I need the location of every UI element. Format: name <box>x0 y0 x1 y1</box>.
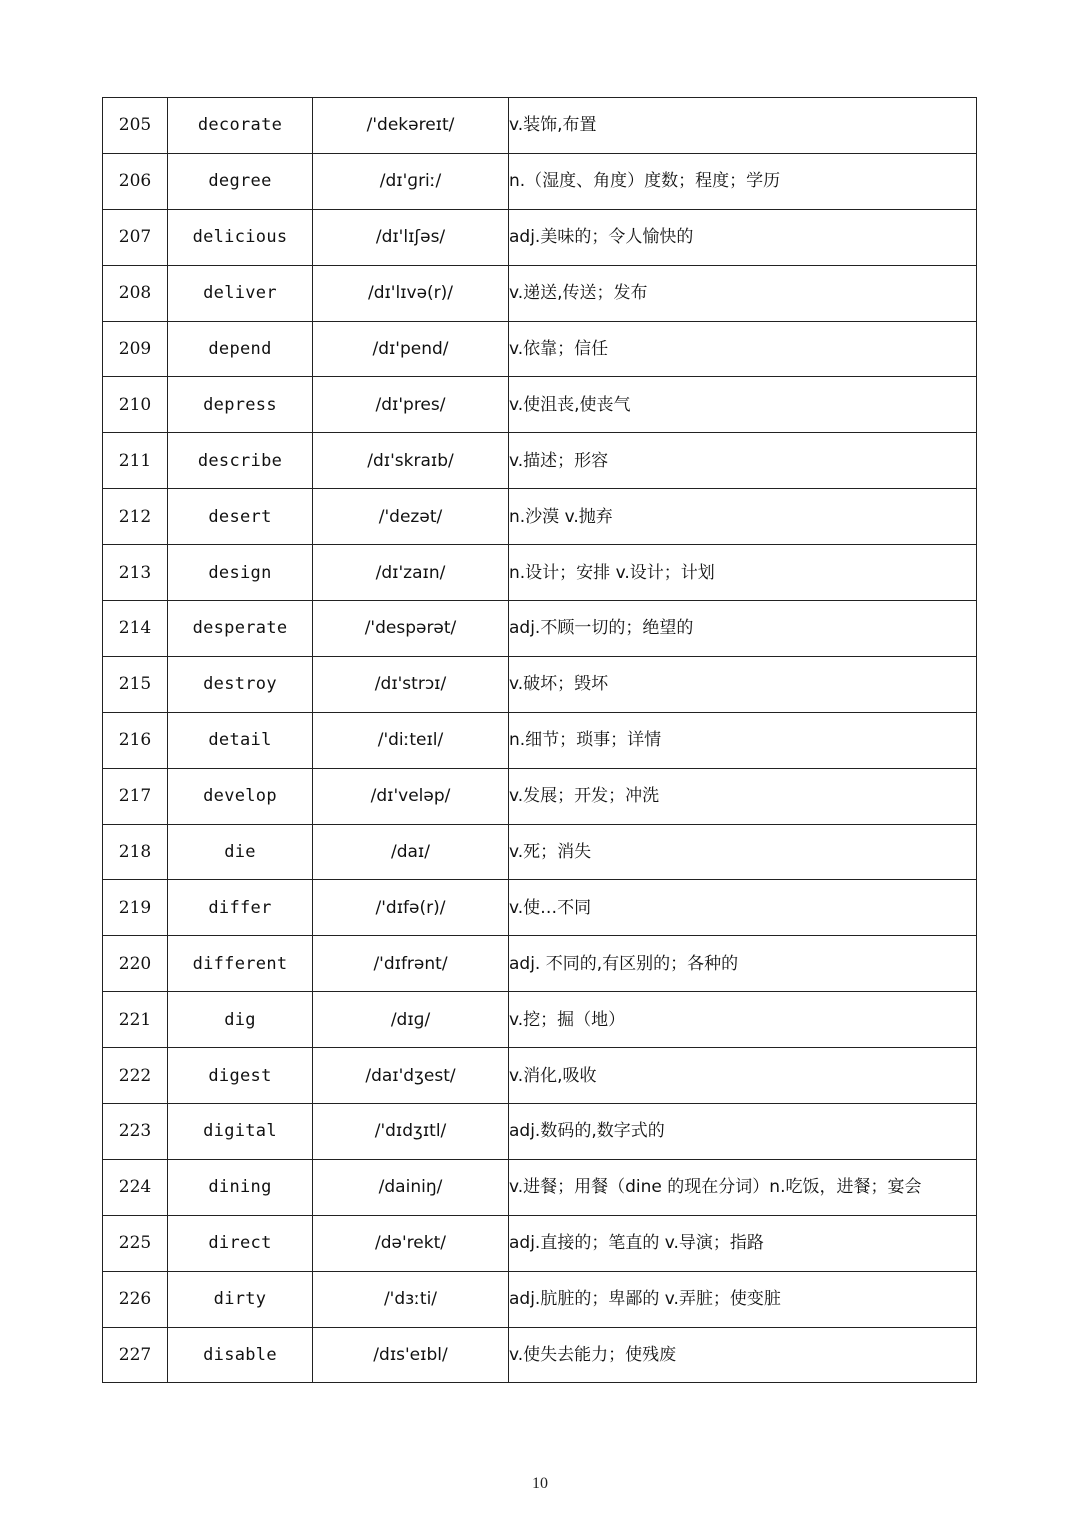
entry-number: 220 <box>103 936 168 992</box>
entry-word: desert <box>168 489 313 545</box>
entry-definition: v.挖；掘（地） <box>509 992 977 1048</box>
entry-definition: v.破坏；毁坏 <box>509 656 977 712</box>
entry-definition: n.沙漠 v.抛弃 <box>509 489 977 545</box>
entry-number: 217 <box>103 768 168 824</box>
entry-definition: adj.不顾一切的；绝望的 <box>509 601 977 657</box>
entry-number: 224 <box>103 1159 168 1215</box>
entry-word: digital <box>168 1104 313 1160</box>
entry-phonetic: /'diːteɪl/ <box>313 712 509 768</box>
page-number: 10 <box>532 1475 548 1492</box>
entry-definition: v.死；消失 <box>509 824 977 880</box>
entry-phonetic: /'dɜːti/ <box>313 1271 509 1327</box>
entry-word: degree <box>168 153 313 209</box>
entry-phonetic: /dɪ'veləp/ <box>313 768 509 824</box>
entry-number: 227 <box>103 1327 168 1383</box>
entry-number: 212 <box>103 489 168 545</box>
entry-number: 206 <box>103 153 168 209</box>
table-row <box>103 712 977 768</box>
entry-definition: adj.肮脏的；卑鄙的 v.弄脏；使变脏 <box>509 1271 977 1327</box>
entry-word: different <box>168 936 313 992</box>
table-row <box>103 992 977 1048</box>
entry-definition: n.（湿度、角度）度数；程度；学历 <box>509 153 977 209</box>
entry-word: digest <box>168 1048 313 1104</box>
entry-phonetic: /'despərət/ <box>313 601 509 657</box>
table-row <box>103 1104 977 1160</box>
table-row <box>103 1048 977 1104</box>
table-row <box>103 98 977 154</box>
table-row <box>103 656 977 712</box>
table-row <box>103 1271 977 1327</box>
table-row <box>103 824 977 880</box>
entry-word: depend <box>168 321 313 377</box>
entry-word: develop <box>168 768 313 824</box>
entry-definition: v.使沮丧,使丧气 <box>509 377 977 433</box>
table-row <box>103 433 977 489</box>
entry-phonetic: /dɪ'pres/ <box>313 377 509 433</box>
table-row <box>103 265 977 321</box>
entry-definition: v.依靠；信任 <box>509 321 977 377</box>
table-row <box>103 209 977 265</box>
entry-number: 226 <box>103 1271 168 1327</box>
entry-number: 208 <box>103 265 168 321</box>
entry-phonetic: /dɪ'skraɪb/ <box>313 433 509 489</box>
table-row <box>103 768 977 824</box>
entry-phonetic: /dɪ'pend/ <box>313 321 509 377</box>
entry-number: 210 <box>103 377 168 433</box>
entry-word: differ <box>168 880 313 936</box>
entry-number: 218 <box>103 824 168 880</box>
entry-number: 225 <box>103 1215 168 1271</box>
table-row <box>103 1215 977 1271</box>
entry-phonetic: /'dezət/ <box>313 489 509 545</box>
entry-phonetic: /daɪ/ <box>313 824 509 880</box>
table-row <box>103 153 977 209</box>
entry-number: 216 <box>103 712 168 768</box>
entry-definition: v.递送,传送；发布 <box>509 265 977 321</box>
entry-number: 213 <box>103 545 168 601</box>
entry-number: 215 <box>103 656 168 712</box>
entry-number: 207 <box>103 209 168 265</box>
entry-word: decorate <box>168 98 313 154</box>
entry-phonetic: /dɪ'zaɪn/ <box>313 545 509 601</box>
entry-word: die <box>168 824 313 880</box>
table-row <box>103 1327 977 1383</box>
entry-number: 223 <box>103 1104 168 1160</box>
entry-word: detail <box>168 712 313 768</box>
entry-definition: v.发展；开发；冲洗 <box>509 768 977 824</box>
entry-phonetic: /dɪs'eɪbl/ <box>313 1327 509 1383</box>
entry-word: dining <box>168 1159 313 1215</box>
vocabulary-table <box>102 97 977 1383</box>
table-row <box>103 321 977 377</box>
entry-definition: adj.美味的；令人愉快的 <box>509 209 977 265</box>
vocabulary-table-body <box>103 98 977 1383</box>
entry-definition: adj. 不同的,有区别的；各种的 <box>509 936 977 992</box>
entry-definition: v.进餐；用餐（dine 的现在分词）n.吃饭，进餐；宴会 <box>509 1159 977 1215</box>
entry-definition: n.细节；琐事；详情 <box>509 712 977 768</box>
entry-definition: v.装饰,布置 <box>509 98 977 154</box>
entry-phonetic: /dɪ'strɔɪ/ <box>313 656 509 712</box>
entry-phonetic: /dainiŋ/ <box>313 1159 509 1215</box>
entry-definition: v.消化,吸收 <box>509 1048 977 1104</box>
entry-phonetic: /də'rekt/ <box>313 1215 509 1271</box>
table-row <box>103 880 977 936</box>
entry-word: destroy <box>168 656 313 712</box>
table-row <box>103 545 977 601</box>
entry-number: 221 <box>103 992 168 1048</box>
entry-phonetic: /dɪ'ɡriː/ <box>313 153 509 209</box>
entry-definition: adj.数码的,数字式的 <box>509 1104 977 1160</box>
entry-number: 222 <box>103 1048 168 1104</box>
entry-phonetic: /'dɪfrənt/ <box>313 936 509 992</box>
entry-word: delicious <box>168 209 313 265</box>
entry-word: dirty <box>168 1271 313 1327</box>
entry-definition: v.使失去能力；使残废 <box>509 1327 977 1383</box>
entry-word: disable <box>168 1327 313 1383</box>
entry-number: 211 <box>103 433 168 489</box>
entry-definition: v.描述；形容 <box>509 433 977 489</box>
entry-number: 205 <box>103 98 168 154</box>
entry-word: desperate <box>168 601 313 657</box>
entry-word: depress <box>168 377 313 433</box>
entry-phonetic: /'dɪfə(r)/ <box>313 880 509 936</box>
entry-word: describe <box>168 433 313 489</box>
table-row <box>103 489 977 545</box>
entry-word: design <box>168 545 313 601</box>
entry-phonetic: /'dɪdʒɪtl/ <box>313 1104 509 1160</box>
entry-word: direct <box>168 1215 313 1271</box>
entry-number: 219 <box>103 880 168 936</box>
entry-word: deliver <box>168 265 313 321</box>
entry-phonetic: /'dekəreɪt/ <box>313 98 509 154</box>
entry-phonetic: /daɪ'dʒest/ <box>313 1048 509 1104</box>
entry-definition: adj.直接的；笔直的 v.导演；指路 <box>509 1215 977 1271</box>
entry-number: 214 <box>103 601 168 657</box>
entry-phonetic: /dɪ'lɪvə(r)/ <box>313 265 509 321</box>
entry-phonetic: /dɪɡ/ <box>313 992 509 1048</box>
entry-definition: v.使…不同 <box>509 880 977 936</box>
entry-phonetic: /dɪ'lɪʃəs/ <box>313 209 509 265</box>
table-row <box>103 377 977 433</box>
table-row <box>103 936 977 992</box>
entry-definition: n.设计；安排 v.设计；计划 <box>509 545 977 601</box>
entry-word: dig <box>168 992 313 1048</box>
table-row <box>103 601 977 657</box>
table-row <box>103 1159 977 1215</box>
entry-number: 209 <box>103 321 168 377</box>
